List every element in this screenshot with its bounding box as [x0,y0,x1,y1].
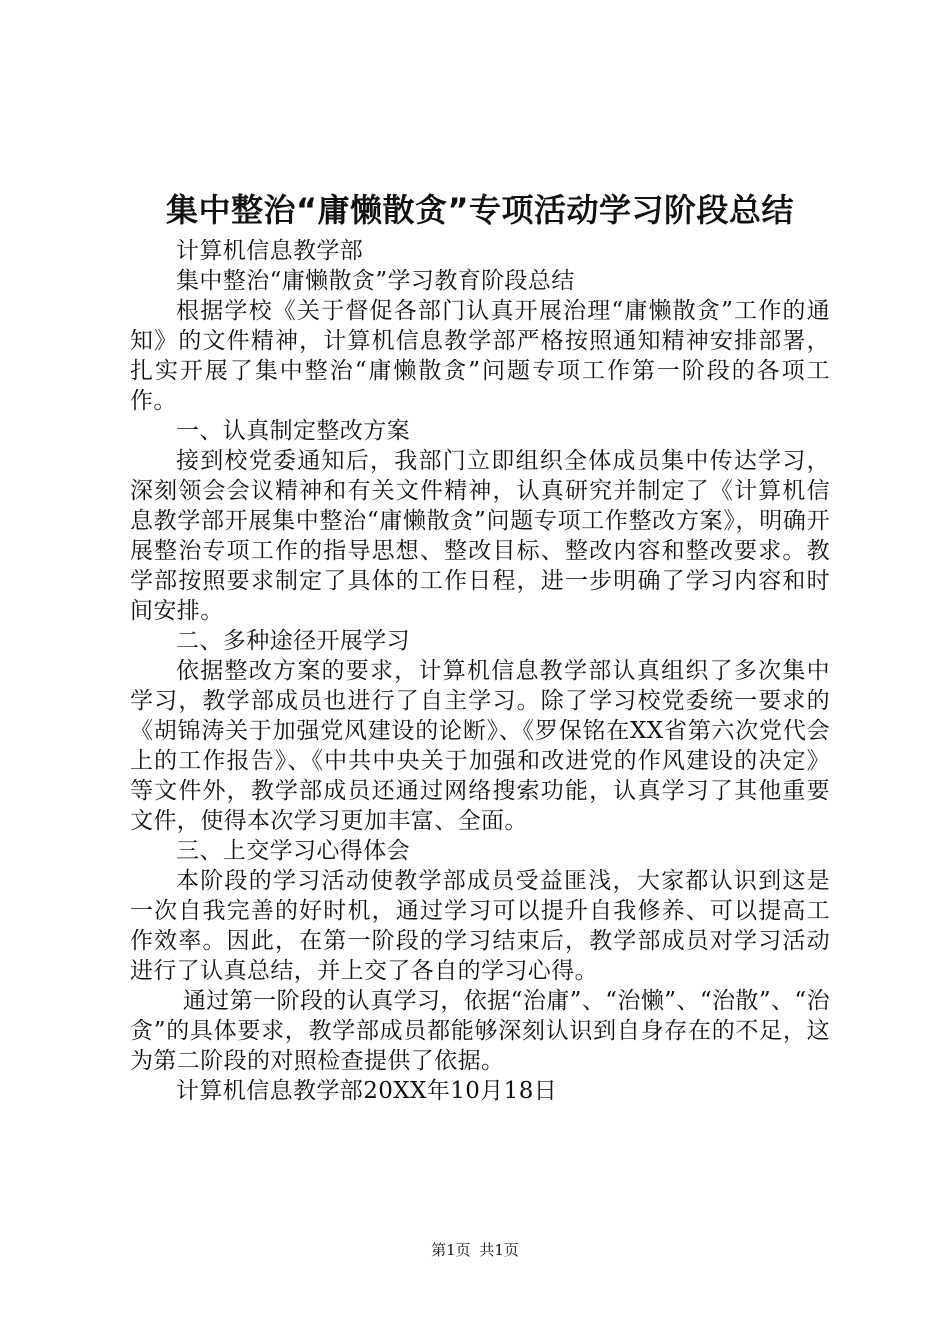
section-heading-1: 一、认真制定整改方案 [176,418,410,444]
page-total: 共1页 [479,1241,519,1259]
page-number: 第1页 [431,1241,471,1259]
section-heading-2: 二、多种途径开展学习 [176,628,410,654]
section-paragraph-1: 接到校党委通知后，我部门立即组织全体成员集中传达学习，深刻领会会议精神和有关文件精神，认真研究并制定了《计算机信息教学部开展集中整治“庸懒散贪”问题专项工作整改方案》，明确开展整治专项工作的指导思想、整改目标、整改内容和整改要求。教学部按照要求制定了具体的工作日程，进一步明确了学习内容和时间安排。 [130,448,830,624]
signature-date-line: 计算机信息教学部20XX年10月18日 [176,1078,558,1104]
document-body [130,236,830,1106]
department-line: 计算机信息教学部 [176,238,364,264]
subtitle-line: 集中整治“庸懒散贪”学习教育阶段总结 [176,268,575,294]
section-heading-3: 三、上交学习心得体会 [176,838,410,864]
intro-paragraph: 根据学校《关于督促各部门认真开展治理“庸懒散贪”工作的通知》的文件精神，计算机信息教学部严格按照通知精神安排部署，扎实开展了集中整治“庸懒散贪”问题专项工作第一阶段的各项工作。 [130,298,830,414]
conclusion-paragraph: 通过第一阶段的认真学习，依据“治庸”、“治懒”、“治散”、“治贪”的具体要求，教学部成员都能够深刻认识到自身存在的不足，这为第二阶段的对照检查提供了依据。 [130,988,830,1074]
page-footer [0,1240,950,1260]
section-paragraph-3: 本阶段的学习活动使教学部成员受益匪浅，大家都认识到这是一次自我完善的好时机，通过学习可以提升自我修养、可以提高工作效率。因此，在第一阶段的学习结束后，教学部成员对学习活动进行了认真总结，并上交了各自的学习心得。 [130,868,830,984]
document-title: 集中整治“庸懒散贪”专项活动学习阶段总结 [165,191,795,229]
section-paragraph-2: 依据整改方案的要求，计算机信息教学部认真组织了多次集中学习，教学部成员也进行了自主学习。除了学习校党委统一要求的《胡锦涛关于加强党风建设的论断》、《罗保铭在XX省第六次党代会上的工作报告》、《中共中央关于加强和改进党的作风建设的决定》等文件外，教学部成员还通过网络搜索功能，认真学习了其他重要文件，使得本次学习更加丰富、全面。 [130,658,830,834]
